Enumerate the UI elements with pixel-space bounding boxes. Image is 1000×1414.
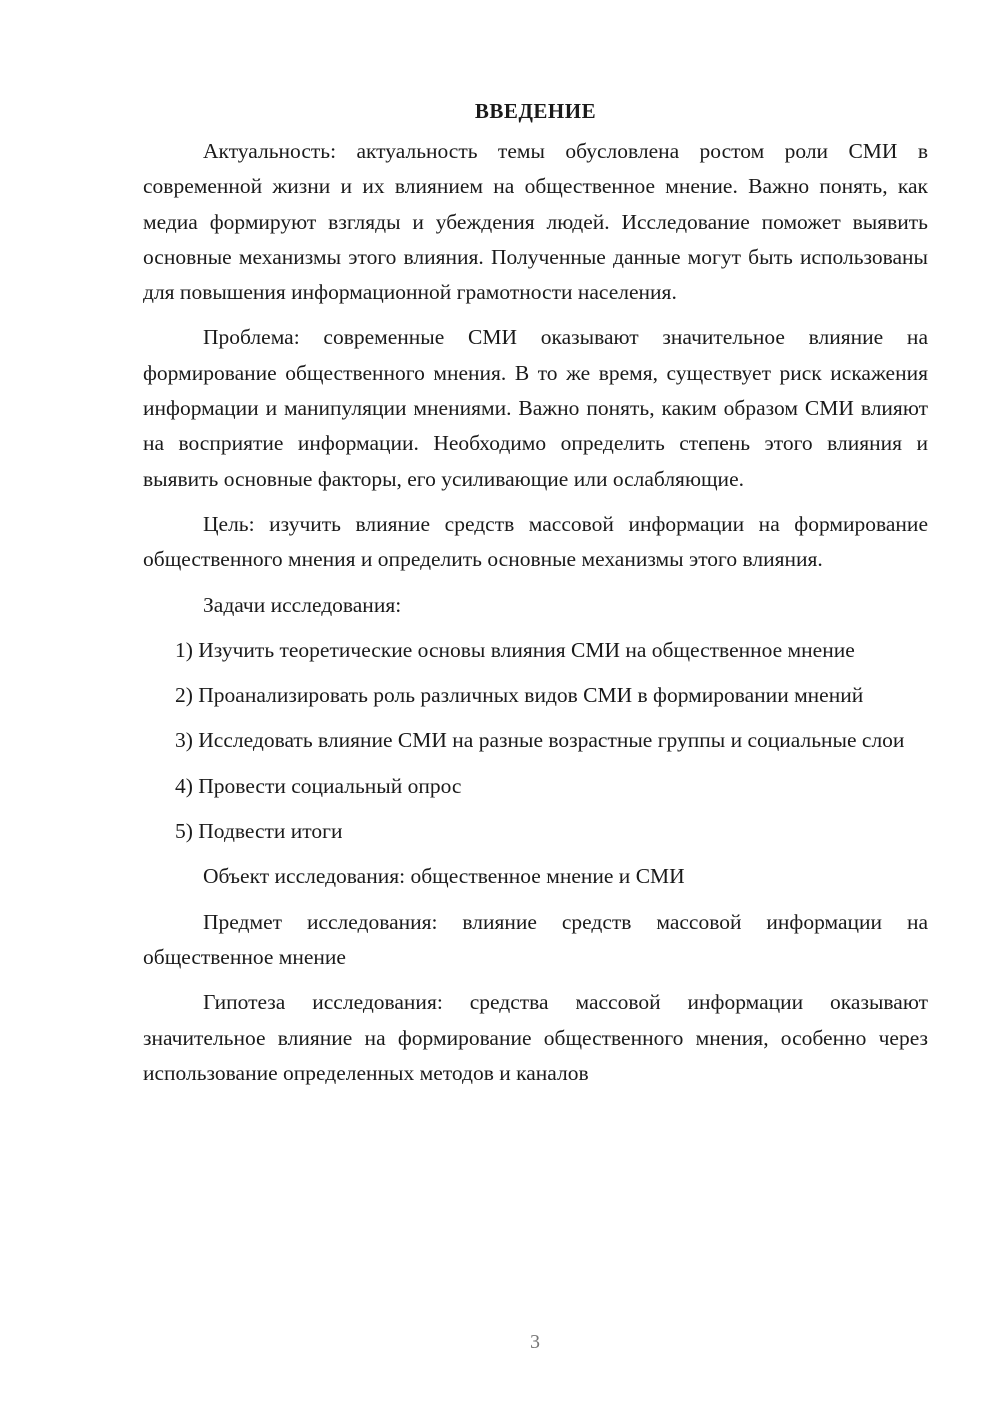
task-item-4: 4) Провести социальный опрос bbox=[175, 773, 462, 798]
goal-paragraph: Цель: изучить влияние средств массовой информации на формирование общественного мнения и определить основные механизмы этого влияния. bbox=[143, 511, 928, 572]
document-page bbox=[143, 94, 928, 1101]
page-number: 3 bbox=[530, 1331, 540, 1353]
hypothesis-paragraph: Гипотеза исследования: средства массовой информации оказывают значительное влияние на формирование общественного мнения, особенно через использование определенных методов и каналов bbox=[143, 990, 928, 1085]
section-title: ВВЕДЕНИЕ bbox=[474, 99, 597, 123]
task-item-3: 3) Исследовать влияние СМИ на разные возрастные группы и социальные слои bbox=[175, 728, 905, 753]
tasks-heading: Задачи исследования: bbox=[203, 592, 402, 617]
task-item-1: 1) Изучить теоретические основы влияния СМИ на общественное мнение bbox=[175, 637, 855, 662]
subject-paragraph: Предмет исследования: влияние средств массовой информации на общественное мнение bbox=[143, 909, 928, 969]
task-item-5: 5) Подвести итоги bbox=[175, 819, 343, 844]
problem-paragraph: Проблема: современные СМИ оказывают значительное влияние на формирование общественного мнения. В то же время, существует риск искажения информации и манипуляции мнениями. Важно понять, каким образом СМИ влияют на восприятие информации. Необходимо определить степень этого влияния и выявить основные факторы, его усиливающие или ослабляющие. bbox=[143, 325, 928, 491]
relevance-paragraph: Актуальность: актуальность темы обусловлена ростом роли СМИ в современной жизни и их влиянием на общественное мнение. Важно понять, как медиа формируют взгляды и убеждения людей. Исследование поможет выявить основные механизмы этого влияния. Полученные данные могут быть использованы для повышения информационной грамотности населения. bbox=[143, 139, 928, 305]
object-paragraph: Объект исследования: общественное мнение и СМИ bbox=[203, 864, 685, 889]
task-item-2: 2) Проанализировать роль различных видов СМИ в формировании мнений bbox=[175, 683, 864, 708]
